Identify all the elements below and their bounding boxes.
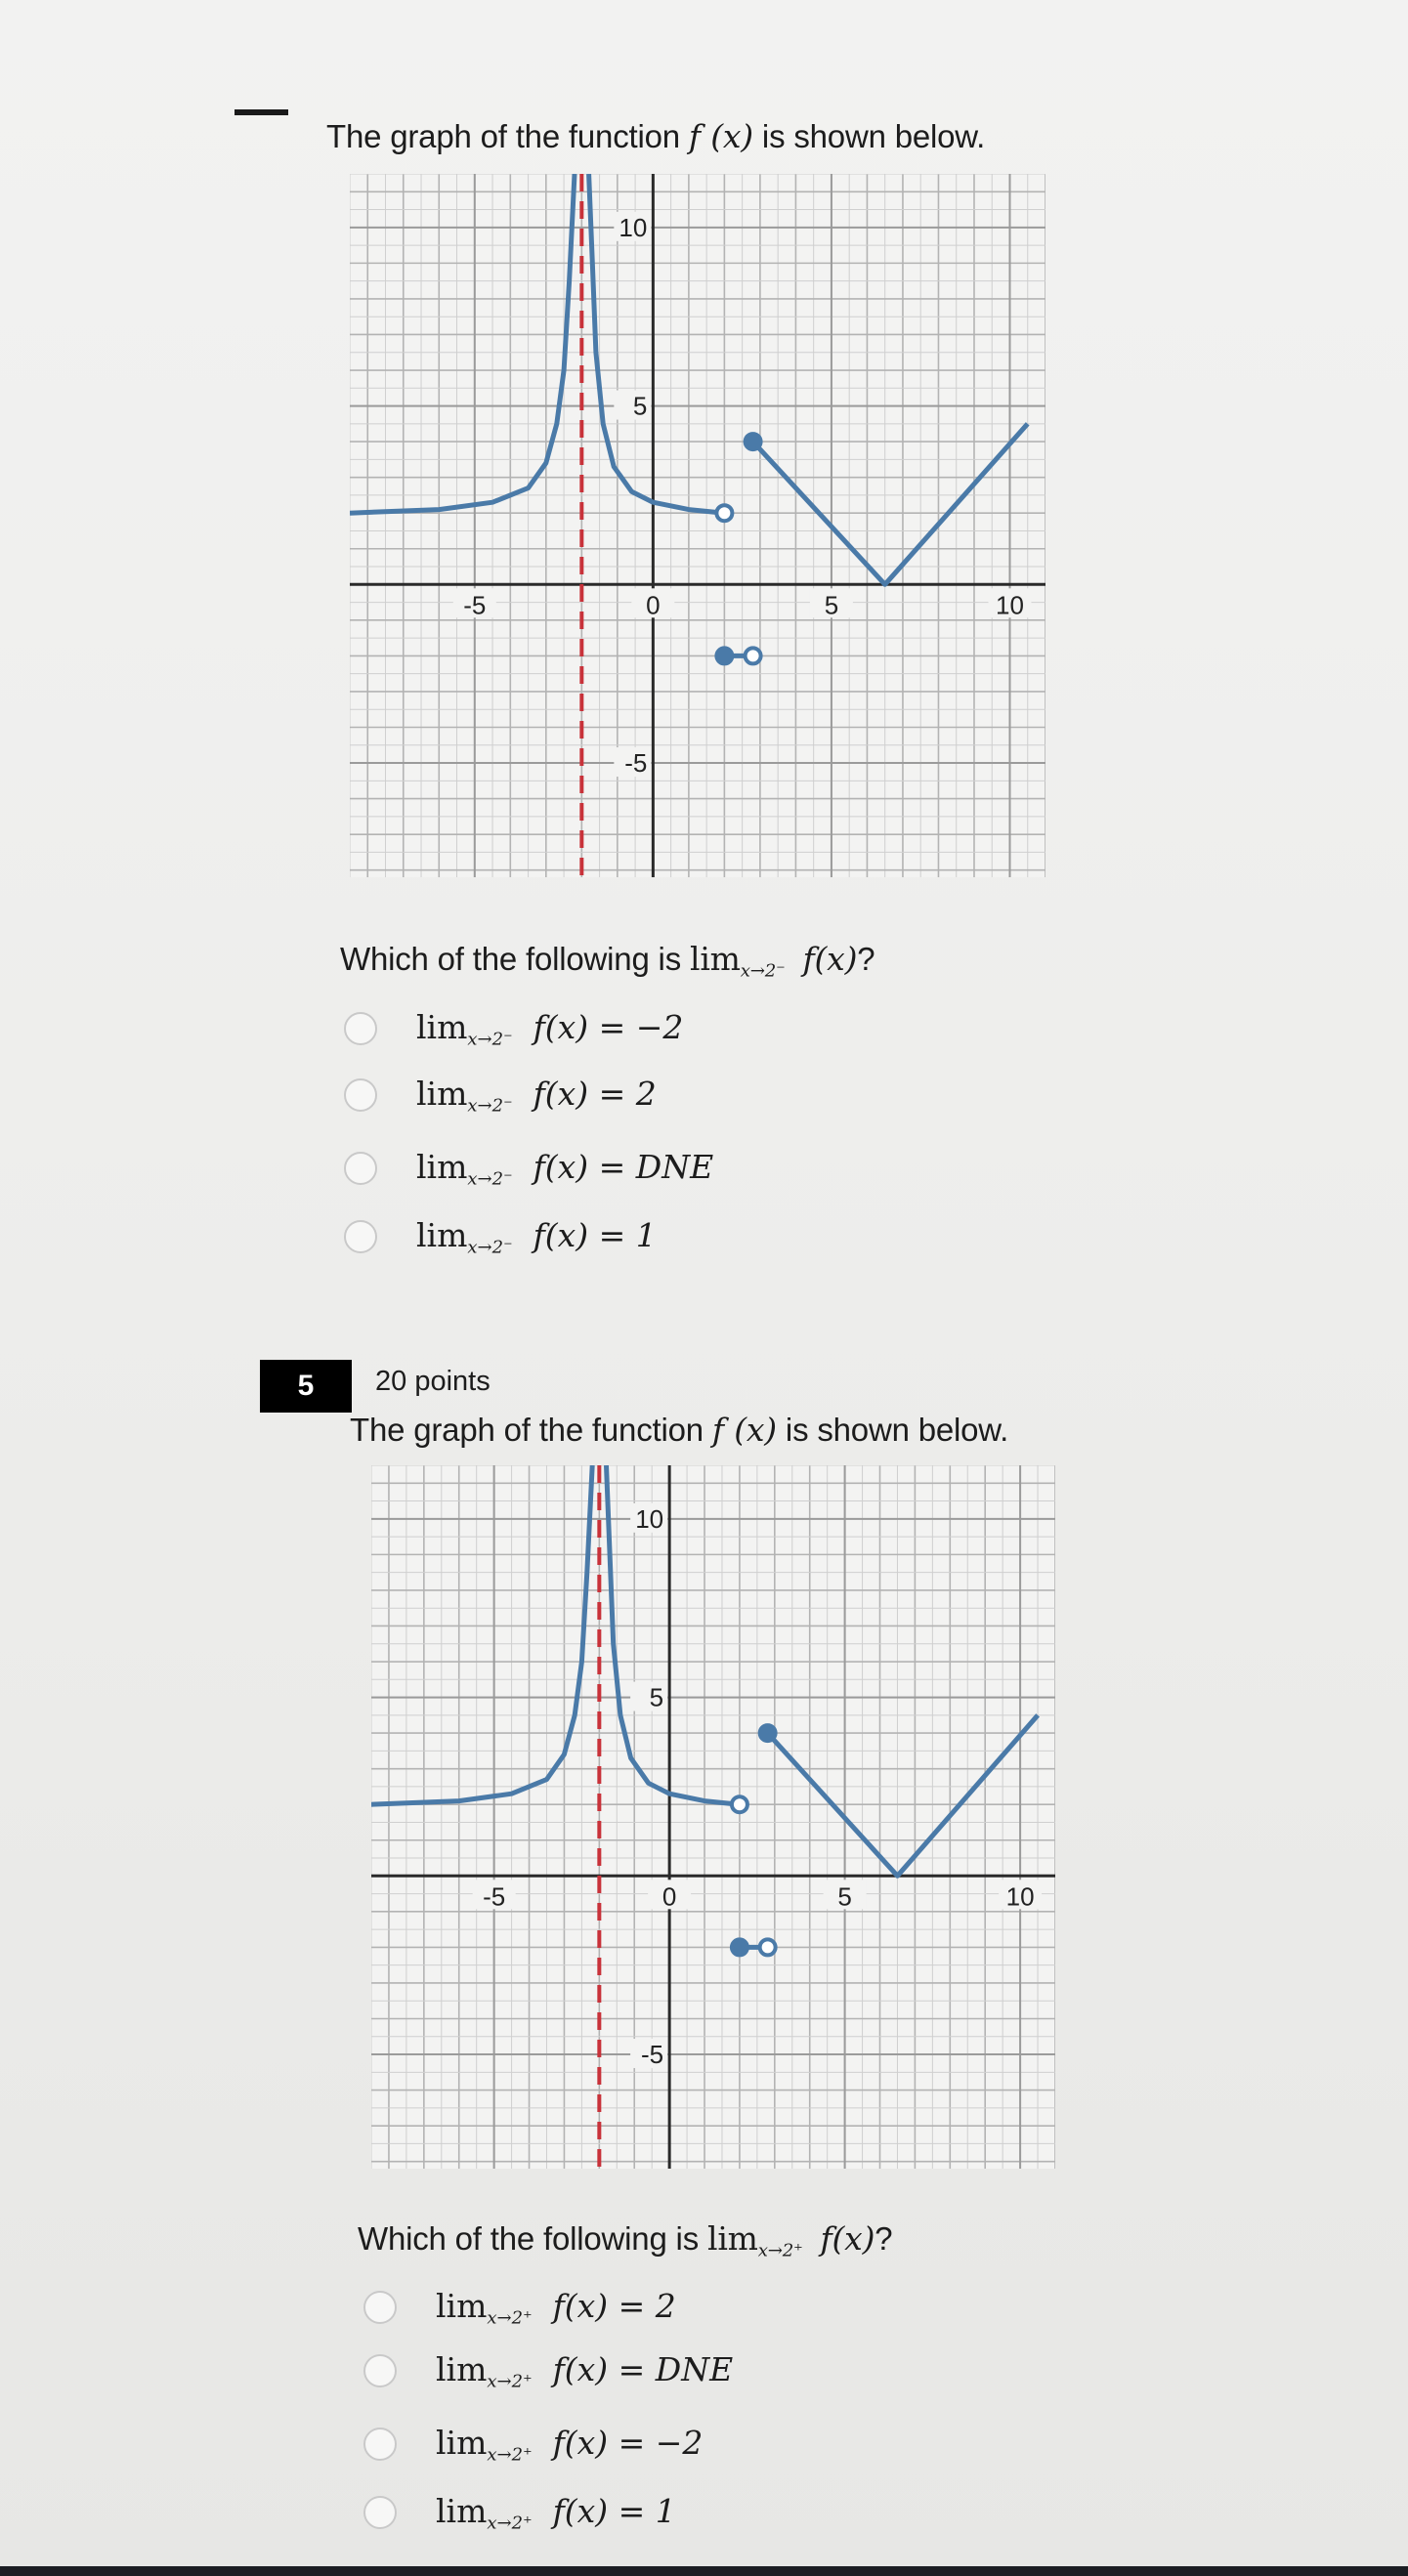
q4-prompt-func: f(x) <box>802 940 858 978</box>
q4-option[interactable] <box>344 1147 713 1190</box>
y-tick-label: -5 <box>624 748 648 779</box>
closed-point <box>746 434 761 449</box>
q5-prompt-text: Which of the following is <box>358 2220 707 2257</box>
option-label: $\lim_{x\to 2^+} f(x) = -2$ <box>436 2423 704 2466</box>
x-tick-label: 0 <box>646 590 661 620</box>
radio-button[interactable] <box>344 1152 377 1185</box>
y-tick-label: -5 <box>641 2040 664 2070</box>
closed-point <box>732 1939 747 1955</box>
x-tick-label: 0 <box>661 1881 677 1912</box>
q4-prompt-suffix: ? <box>857 941 875 977</box>
q5-title-func: f (x) <box>711 1411 777 1449</box>
q5-title <box>350 1411 1008 1449</box>
option-label: $\lim_{x\to 2^+} f(x)$ = DNE <box>436 2349 734 2392</box>
radio-button[interactable] <box>363 2291 397 2324</box>
x-tick-label: -5 <box>463 590 487 620</box>
y-tick-label: 10 <box>619 212 648 242</box>
question-number-badge: 5 <box>260 1360 352 1413</box>
question-points: 20 points <box>375 1366 491 1397</box>
radio-button[interactable] <box>344 1012 377 1045</box>
open-point <box>746 648 761 663</box>
q4-title-text: The graph of the function <box>326 118 689 154</box>
y-tick-label: 5 <box>649 1682 664 1712</box>
q4-option[interactable] <box>344 1215 657 1258</box>
open-point <box>760 1939 776 1955</box>
q4-title-func: f (x) <box>688 117 753 155</box>
q4-option[interactable] <box>344 1007 683 1050</box>
question-divider <box>235 109 288 115</box>
open-point <box>732 1796 747 1812</box>
q4-prompt-lim: lim <box>689 940 741 978</box>
x-tick-label: 5 <box>824 590 839 620</box>
q4-title-suffix: is shown below. <box>752 118 986 154</box>
closed-point <box>760 1725 776 1741</box>
q5-title-text: The graph of the function <box>350 1412 712 1448</box>
x-tick-label: 5 <box>837 1881 852 1912</box>
option-label: $\lim_{x\to 2^-} f(x) = 1$ <box>416 1215 657 1258</box>
q5-prompt-suffix: ? <box>875 2220 893 2257</box>
q4-option[interactable] <box>344 1074 657 1117</box>
y-tick-label: 5 <box>632 391 648 421</box>
y-tick-label: 10 <box>635 1503 664 1534</box>
q5-prompt-func: f(x) <box>820 2219 875 2258</box>
q4-title <box>326 117 985 155</box>
q5-prompt-sub: x→2⁺ <box>757 2240 803 2261</box>
x-tick-label: 10 <box>1005 1881 1035 1912</box>
q4-prompt <box>340 940 875 981</box>
q5-option[interactable] <box>363 2491 676 2534</box>
radio-button[interactable] <box>363 2354 397 2387</box>
closed-point <box>716 648 732 663</box>
plot-area <box>350 174 1045 877</box>
option-label: $\lim_{x\to 2^+} f(x) = 1$ <box>436 2491 676 2534</box>
option-label: $\lim_{x\to 2^-} f(x)$ = DNE <box>416 1147 714 1190</box>
radio-button[interactable] <box>344 1078 377 1112</box>
radio-button[interactable] <box>363 2428 397 2461</box>
open-point <box>716 505 732 521</box>
option-label: $\lim_{x\to 2^+} f(x) = 2$ <box>436 2286 676 2329</box>
bottom-edge <box>0 2566 1408 2576</box>
q4-prompt-text: Which of the following is <box>340 941 690 977</box>
q5-graph <box>371 1465 1055 2169</box>
q5-option[interactable] <box>363 2349 733 2392</box>
q5-prompt-lim: lim <box>706 2219 758 2258</box>
x-tick-label: -5 <box>483 1881 506 1912</box>
q5-option[interactable] <box>363 2423 703 2466</box>
plot-area <box>371 1465 1055 2169</box>
x-tick-label: 10 <box>996 590 1024 620</box>
radio-button[interactable] <box>363 2496 397 2529</box>
option-label: $\lim_{x\to 2^-} f(x) = 2$ <box>416 1074 657 1117</box>
q4-graph <box>350 174 1045 877</box>
q5-title-suffix: is shown below. <box>776 1412 1009 1448</box>
q4-prompt-sub: x→2⁻ <box>740 960 786 982</box>
option-label: $\lim_{x\to 2^-} f(x) = -2$ <box>416 1007 684 1050</box>
q5-prompt <box>358 2219 892 2260</box>
radio-button[interactable] <box>344 1220 377 1253</box>
q5-option[interactable] <box>363 2286 676 2329</box>
